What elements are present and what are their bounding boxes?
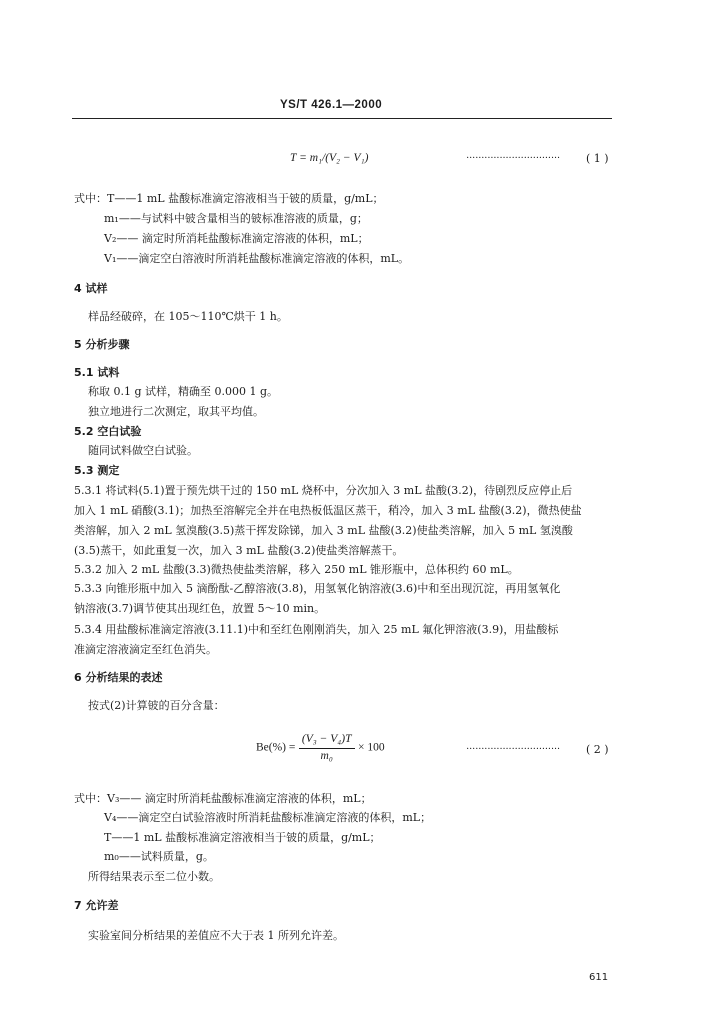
section-5-2-title: 5.2 空白试验: [74, 425, 142, 438]
para-5-3-3-line: 钠溶液(3.7)调节使其出现红色，放置 5～10 min。: [74, 602, 326, 615]
section-6-note: 所得结果表示至二位小数。: [88, 870, 220, 883]
section-5-1-line: 独立地进行二次测定，取其平均值。: [88, 405, 264, 418]
section-4-title: 4 试样: [74, 282, 108, 295]
formula-1: T = m₁/(V₂ − V₁): [290, 152, 369, 164]
formula-2-numerator: (V₃ − V₄)T: [299, 734, 355, 749]
para-5-3-4-line: 准滴定溶液滴定至红色消失。: [74, 643, 217, 656]
where-2-item: V₄——滴定空白试验溶液时所消耗盐酸标准滴定溶液的体积，mL；: [104, 811, 432, 824]
para-5-3-2-line: 5.3.2 加入 2 mL 盐酸(3.3)微热使盐类溶解，移入 250 mL 锥形瓶中，总体积约 60 mL。: [74, 563, 519, 576]
para-5-3-1-line: 加入 1 mL 硝酸(3.1)；加热至溶解完全并在电热板低温区蒸干，稍冷，加入 3 mL 盐酸(3.2)，微热使盐: [74, 504, 582, 517]
para-5-3-1-line: (3.5)蒸干，如此重复一次，加入 3 mL 盐酸(3.2)使盐类溶解蒸干。: [74, 544, 404, 557]
formula-1-number: ( 1 ): [586, 152, 609, 165]
section-7-title: 7 允许差: [74, 899, 119, 912]
section-5-1-title: 5.1 试料: [74, 366, 120, 379]
where-2-item: T——1 mL 盐酸标准滴定溶液相当于铍的质量，g/mL；: [104, 831, 381, 844]
where-2-item: m₀——试料质量，g。: [104, 850, 214, 863]
where-2-lead: 式中：V₃—— 滴定时所消耗盐酸标准滴定溶液的体积，mL；: [74, 792, 372, 805]
section-5-2-line: 随同试料做空白试验。: [88, 444, 198, 457]
formula-2-denominator: m₀: [320, 749, 333, 762]
para-5-3-1-line: 类溶解，加入 2 mL 氢溴酸(3.5)蒸干挥发除锑，加入 3 mL 盐酸(3.2)使盐类溶解，加入 5 mL 氢溴酸: [74, 524, 573, 537]
section-5-title: 5 分析步骤: [74, 338, 130, 351]
where-1-lead: 式中：T——1 mL 盐酸标准滴定溶液相当于铍的质量，g/mL；: [74, 192, 384, 205]
section-7-body: 实验室间分析结果的差值应不大于表 1 所列允许差。: [88, 929, 344, 942]
page-number: 611: [589, 972, 609, 983]
para-5-3-3-line: 5.3.3 向锥形瓶中加入 5 滴酚酞-乙醇溶液(3.8)，用氢氧化钠溶液(3.6)中和至出现沉淀，再用氢氧化: [74, 582, 561, 595]
standard-code-header: YS/T 426.1—2000: [280, 99, 383, 111]
section-5-1-line: 称取 0.1 g 试样，精确至 0.000 1 g。: [88, 385, 279, 398]
section-4-body: 样品经破碎，在 105～110℃烘干 1 h。: [88, 310, 288, 323]
formula-2: [256, 734, 385, 762]
formula-2-fraction: [299, 734, 355, 762]
section-5-3-title: 5.3 测定: [74, 464, 120, 477]
para-5-3-4-line: 5.3.4 用盐酸标准滴定溶液(3.11.1)中和至红色刚刚消失，加入 25 mL 氟化钾溶液(3.9)，用盐酸标: [74, 623, 559, 636]
formula-2-times: × 100: [358, 741, 385, 754]
where-1-item: m₁——与试料中铍含量相当的铍标准溶液的质量，g；: [104, 212, 368, 225]
formula-2-leader: ·······························: [466, 744, 560, 755]
para-5-3-1-line: 5.3.1 将试料(5.1)置于预先烘干过的 150 mL 烧杯中，分次加入 3 mL 盐酸(3.2)，待剧烈反应停止后: [74, 484, 573, 497]
formula-1-leader: ·······························: [466, 153, 560, 164]
where-1-item: V₁——滴定空白溶液时所消耗盐酸标准滴定溶液的体积，mL。: [104, 252, 410, 265]
header-rule: [72, 118, 612, 119]
formula-2-number: ( 2 ): [586, 743, 609, 756]
section-6-title: 6 分析结果的表述: [74, 671, 163, 684]
formula-2-lhs: Be(%) =: [256, 741, 296, 754]
where-1-item: V₂—— 滴定时所消耗盐酸标准滴定溶液的体积，mL；: [104, 232, 369, 245]
section-6-intro: 按式(2)计算铍的百分含量：: [88, 699, 225, 712]
